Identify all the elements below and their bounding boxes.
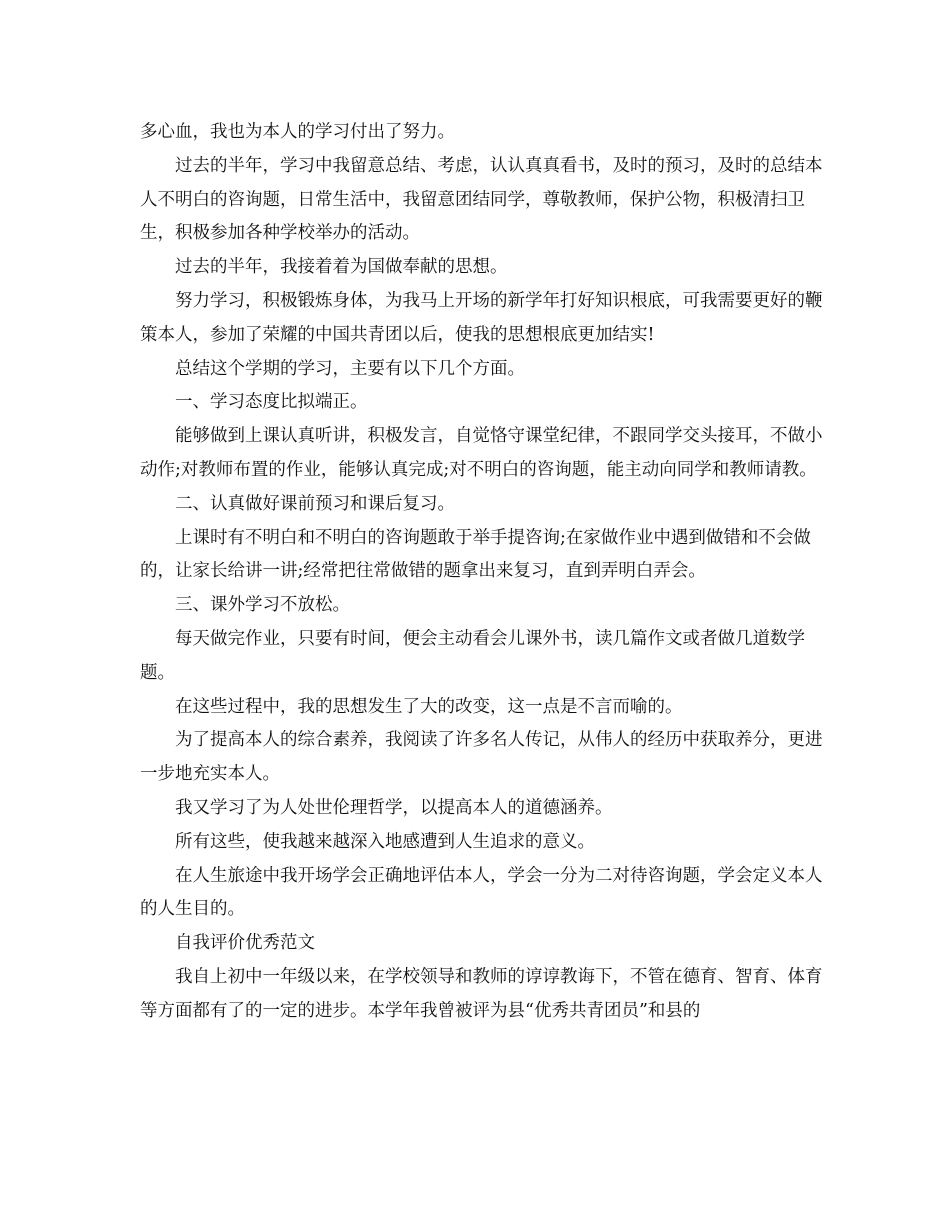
paragraph: 过去的半年，我接着着为国做奉献的思想。 bbox=[175, 257, 508, 278]
section-heading: 三、课外学习不放松。 bbox=[175, 595, 350, 616]
paragraph: 每天做完作业，只要有时间，便会主动看会儿课外书，读几篇作文或者做几道数学题。 bbox=[140, 628, 805, 683]
paragraph: 所有这些，使我越来越深入地感遭到人生追求的意义。 bbox=[175, 831, 595, 852]
paragraph: 上课时有不明白和不明白的咨询题敢于举手提咨询;在家做作业中遇到做错和不会做的，让家长给讲一讲;经常把往常做错的题拿出来复习，直到弄明白弄会。 bbox=[140, 527, 811, 582]
section-heading: 二、认真做好课前预习和课后复习。 bbox=[175, 493, 455, 514]
paragraph: 我又学习了为人处世伦理哲学，以提高本人的道德涵养。 bbox=[175, 797, 613, 818]
section-heading: 一、学习态度比拟端正。 bbox=[175, 392, 368, 413]
article-title: 自我评价优秀范文 bbox=[175, 933, 315, 954]
paragraph-continuation: 多心血，我也为本人的学习付出了努力。 bbox=[140, 122, 455, 142]
paragraph: 在这些过程中，我的思想发生了大的改变，这一点是不言而喻的。 bbox=[175, 696, 683, 717]
paragraph: 在人生旅途中我开场学会正确地评估本人，学会一分为二对待咨询题，学会定义本人的人生目的。 bbox=[140, 865, 823, 920]
paragraph: 过去的半年，学习中我留意总结、考虑，认认真真看书，及时的预习，及时的总结本人不明白的咨询题，日常生活中，我留意团结同学，尊敬教师，保护公物，积极清扫卫生，积极参加各种学校举办的活动。 bbox=[140, 155, 823, 244]
paragraph: 总结这个学期的学习，主要有以下几个方面。 bbox=[175, 358, 525, 379]
paragraph: 我自上初中一年级以来，在学校领导和教师的谆谆教诲下，不管在德育、智育、体育等方面都有了的一定的进步。本学年我曾被评为县“优秀共青团员”和县的 bbox=[140, 966, 823, 1021]
document-body bbox=[140, 116, 830, 1029]
paragraph: 为了提高本人的综合素养，我阅读了许多名人传记，从伟人的经历中获取养分，更进一步地充实本人。 bbox=[140, 730, 823, 785]
paragraph: 能够做到上课认真听讲，积极发言，自觉恪守课堂纪律，不跟同学交头接耳，不做小动作;对教师布置的作业，能够认真完成;对不明白的咨询题，能主动向同学和教师请教。 bbox=[140, 426, 823, 480]
paragraph: 努力学习，积极锻炼身体，为我马上开场的新学年打好知识根底，可我需要更好的鞭策本人，参加了荣耀的中国共青团以后，使我的思想根底更加结实! bbox=[140, 290, 823, 345]
